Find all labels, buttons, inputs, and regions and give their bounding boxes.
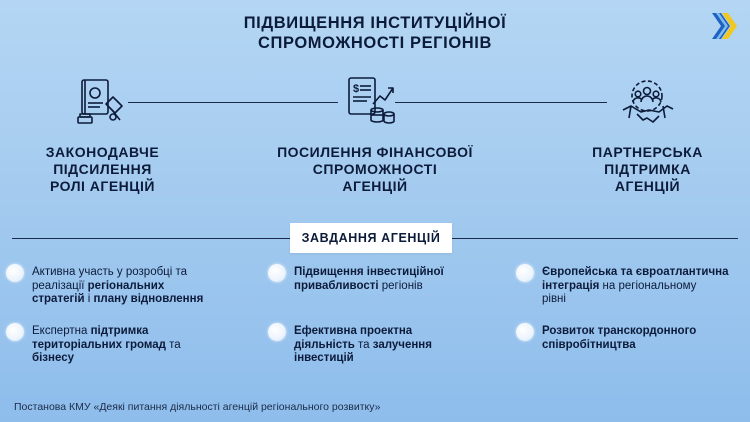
task-text-bold: Підвищення інвестиційної — [294, 266, 444, 278]
page-title — [160, 13, 590, 53]
task-text: та — [165, 338, 181, 351]
logo-chevron-icon — [710, 12, 740, 40]
pillar-1-line-2: ПІДСИЛЕННЯ — [53, 161, 152, 177]
task-investment-attractiveness — [294, 266, 504, 293]
task-line — [542, 266, 742, 280]
task-line — [32, 352, 257, 366]
task-expert-support — [32, 325, 257, 366]
pillar-financial — [270, 144, 480, 195]
task-text-bold: Ефективна проектна — [294, 325, 413, 337]
task-line — [294, 325, 504, 339]
pillar-legislative — [20, 144, 185, 195]
pillar-2-line-1: ПОСИЛЕННЯ ФІНАНСОВОЇ — [277, 144, 473, 160]
task-line — [294, 352, 504, 366]
pillar-2-line-3: АГЕНЦІЙ — [342, 178, 408, 194]
task-text: на регіональному — [599, 279, 697, 292]
certificate-icon — [76, 76, 124, 128]
task-line — [294, 339, 504, 353]
task-text-bold: співробітництва — [542, 338, 636, 351]
task-text-bold: Європейська та євроатлантична — [542, 266, 729, 278]
partnership-handshake-icon — [619, 74, 675, 130]
financial-report-icon — [343, 74, 399, 128]
task-text: і — [84, 293, 94, 305]
task-line — [32, 325, 257, 339]
task-text: та — [354, 338, 373, 351]
task-bullet — [268, 323, 286, 341]
task-line — [542, 280, 742, 294]
pillar-3-line-1: ПАРТНЕРСЬКА — [592, 144, 703, 160]
task-regional-strategies — [32, 266, 257, 307]
task-text-bold: стратегій — [32, 293, 85, 305]
svg-text:$: $ — [353, 83, 360, 95]
section-label: ЗАВДАННЯ АГЕНЦІЙ — [290, 223, 452, 253]
task-text-bold: діяльність — [294, 338, 355, 351]
task-line — [32, 280, 257, 294]
task-text-bold: бізнесу — [32, 352, 74, 364]
task-line — [542, 339, 742, 353]
pillar-2-line-2: СПРОМОЖНОСТІ — [312, 161, 438, 177]
task-text-bold: інтеграція — [542, 279, 600, 292]
footer-source: Постанова КМУ «Деякі питання діяльності агенцій регіонального розвитку» — [14, 401, 381, 413]
task-text-bold: залучення — [372, 338, 432, 351]
task-line — [542, 293, 742, 307]
task-bullet — [516, 264, 534, 282]
task-bullet — [268, 264, 286, 282]
task-text: Активна участь у розробці та — [32, 266, 188, 278]
task-line — [32, 339, 257, 353]
task-line — [294, 266, 504, 280]
task-text: рівні — [542, 293, 566, 305]
task-line — [32, 266, 257, 280]
task-line — [294, 280, 504, 294]
task-line — [32, 293, 257, 307]
task-text-bold: Розвиток транскордонного — [542, 325, 697, 337]
connector-line-right — [395, 102, 607, 103]
task-text-bold: плану відновлення — [93, 293, 204, 305]
task-project-activity — [294, 325, 504, 366]
pillar-3-line-2: ПІДТРИМКА — [604, 161, 691, 177]
task-euro-integration — [542, 266, 742, 307]
task-text: Експертна — [32, 325, 91, 337]
pillar-3-line-3: АГЕНЦІЙ — [614, 178, 681, 194]
task-bullet — [516, 323, 534, 341]
task-crossborder-cooperation — [542, 325, 742, 352]
pillar-1-line-1: ЗАКОНОДАВЧЕ — [45, 144, 160, 160]
title-line-2: СПРОМОЖНОСТІ РЕГІОНІВ — [258, 34, 492, 52]
task-bullet — [6, 323, 24, 341]
task-text-bold: інвестицій — [294, 352, 354, 364]
title-line-1: ПІДВИЩЕННЯ ІНСТИТУЦІЙНОЇ — [243, 14, 507, 32]
task-line — [542, 325, 742, 339]
task-text: реалізації — [32, 279, 88, 292]
pillar-1-line-3: РОЛІ АГЕНЦІЙ — [50, 178, 155, 194]
task-text-bold: підтримка — [90, 325, 149, 337]
task-bullet — [6, 264, 24, 282]
task-text-bold: територіальних громад — [32, 338, 166, 351]
task-text-bold: привабливості — [294, 279, 379, 292]
task-text: регіонів — [378, 279, 423, 292]
connector-line-left — [128, 102, 338, 103]
pillar-partnership — [570, 144, 725, 195]
task-text-bold: регіональних — [87, 279, 165, 292]
